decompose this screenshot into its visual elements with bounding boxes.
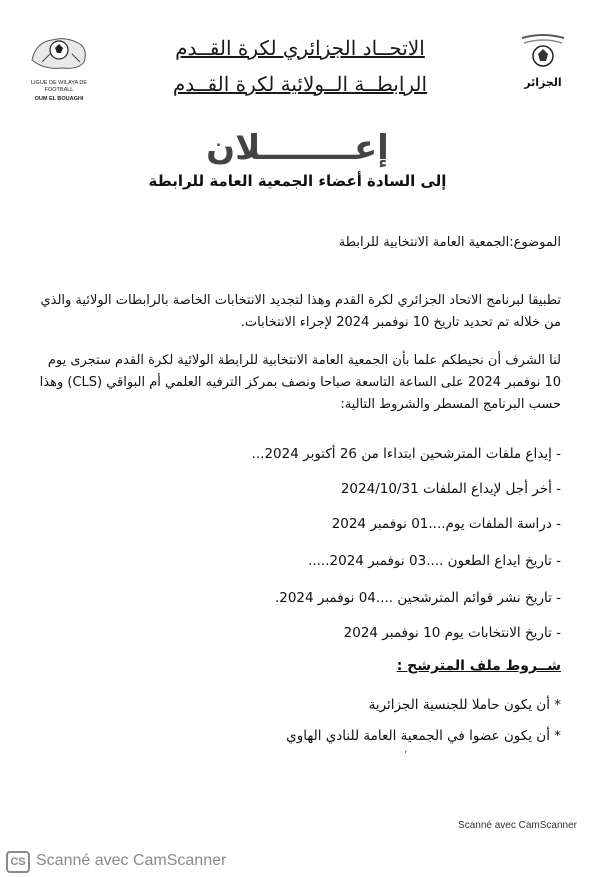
camscanner-icon: CS — [6, 851, 30, 873]
letterhead-titles — [150, 30, 450, 102]
condition-item: * أن يكون حاملا للجنسية الجزائرية — [368, 697, 561, 713]
faf-crest-icon — [518, 30, 568, 70]
paragraph-1-line-1: تطبيقا لبرنامج الاتحاد الجزائري لكرة القدم وهذا لتجديد الانتخابات الخاصة بالرابطات الولائية والذي — [40, 293, 561, 308]
notice-title: إعــــــــلان — [206, 128, 389, 168]
football-crest-icon — [22, 30, 96, 74]
subject-line: الموضوع:الجمعية العامة الانتخابية للرابطة — [338, 235, 561, 250]
league-logo — [22, 30, 96, 103]
league-logo-caption-1: LIGUE DE WILAYA DE FOOTBALL — [30, 80, 88, 93]
schedule-item: - تاريخ نشر قوائم المترشحين ....04 نوفمبر 2024. — [274, 590, 561, 606]
camscanner-footer-label: Scanné avec CamScanner — [36, 852, 227, 869]
federation-logo-caption: الجزائر — [524, 76, 562, 89]
paragraph-1-line-2: من خلاله تم تحديد تاريخ 10 نوفمبر 2024 لإجراء الانتخابات. — [240, 315, 561, 330]
schedule-item: - إيداع ملفات المترشحين ابتداءا من 26 أكتوبر 2024... — [251, 446, 561, 462]
federation-title: الاتحــاد الجزائري لكرة القــدم — [175, 36, 425, 60]
schedule-item: - دراسة الملفات يوم....01 نوفمبر 2024 — [331, 516, 561, 532]
notice-addressee: إلى السادة أعضاء الجمعية العامة للرابطة — [148, 172, 447, 190]
federation-logo — [515, 30, 571, 89]
paragraph-2-line-3: حسب البرنامج المسطر والشروط التالية: — [340, 397, 561, 412]
conditions-title: شــروط ملف المترشح : — [396, 658, 561, 674]
camscanner-watermark: Scanné avec CamScanner — [458, 820, 577, 831]
league-title: الرابطــة الــولائية لكرة القــدم — [172, 72, 428, 96]
condition-item: * أن يكون عضوا في الجمعية العامة للنادي الهاوي — [286, 728, 561, 744]
league-logo-caption-2: OUM EL BOUAGHI — [34, 96, 84, 102]
schedule-item: - أخر أجل لإيداع الملفات 2024/10/31 — [340, 481, 561, 497]
schedule-item: - تاريخ الانتخابات يوم 10 نوفمبر 2024 — [343, 625, 561, 641]
paragraph-2 — [31, 350, 561, 416]
schedule-item: - تاريخ ايداع الطعون ....03 نوفمبر 2024..... — [308, 553, 561, 569]
camscanner-footer — [0, 847, 595, 877]
paragraph-1 — [31, 290, 561, 334]
paragraph-2-line-1: لنا الشرف أن نحيطكم علما بأن الجمعية العامة الانتخابية للرابطة الولائية لكرة القدم ستجرى يوم — [47, 353, 561, 368]
paragraph-2-line-2: 10 نوفمبر 2024 على الساعة التاسعة صباحا ونصف بمركز الترفيه العلمي أم البواقي (CLS) وهذا — [39, 375, 561, 390]
stray-mark: ʼ — [404, 750, 408, 761]
